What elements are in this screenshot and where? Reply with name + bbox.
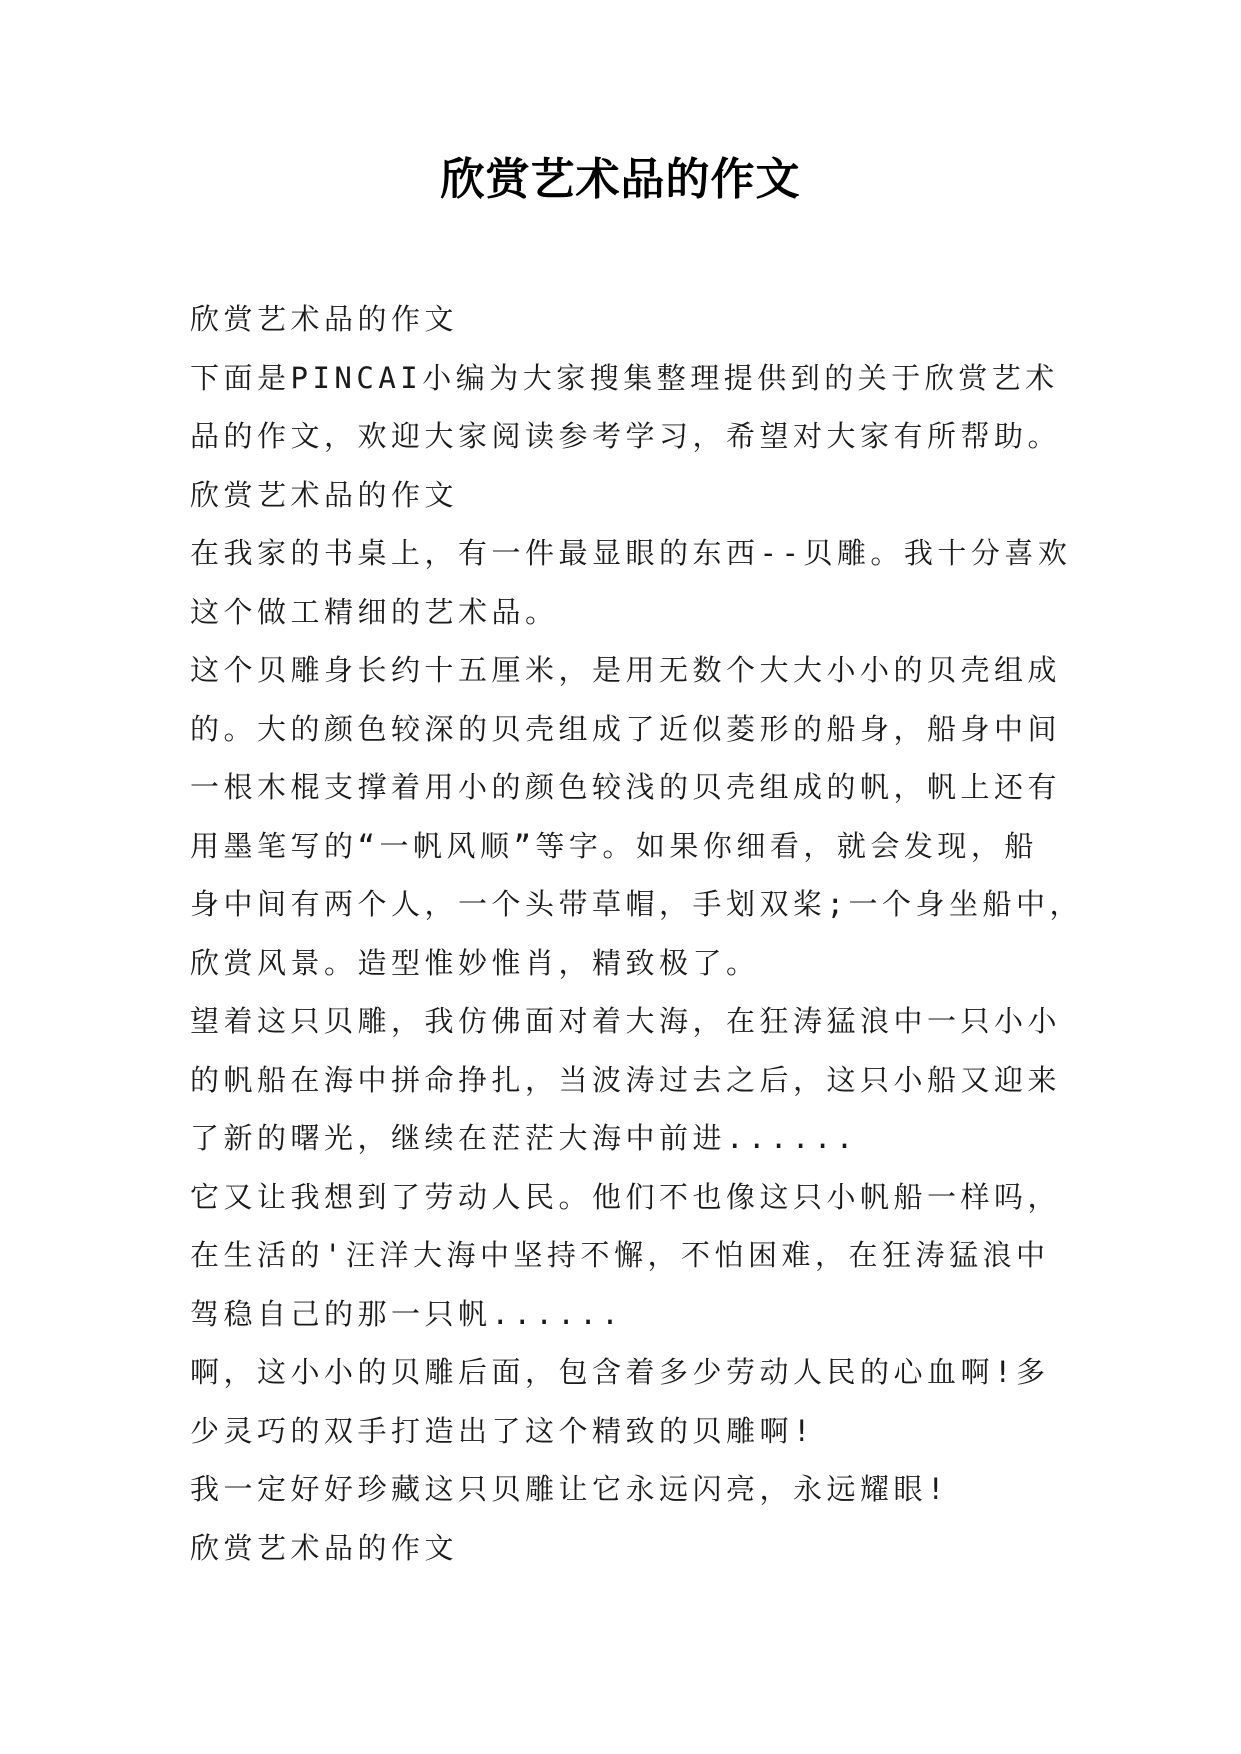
text-line: 望着这只贝雕，我仿佛面对着大海，在狂涛猛浪中一只小小 xyxy=(190,1004,1062,1038)
text-line: 用墨笔写的“一帆风顺”等字。如果你细看，就会发现，船 xyxy=(190,828,1038,863)
text-line: 欣赏艺术品的作文 xyxy=(190,1530,459,1565)
text-line: 我一定好好珍藏这只贝雕让它永远闪亮，永远耀眼! xyxy=(190,1472,949,1506)
text-line: 这个做工精细的艺术品。 xyxy=(190,594,559,629)
text-line: 品的作文，欢迎大家阅读参考学习，希望对大家有所帮助。 xyxy=(190,419,1062,453)
text-line: 这个贝雕身长约十五厘米，是用无数个大大小小的贝壳组成 xyxy=(190,653,1062,687)
text-line: 身中间有两个人，一个头带草帽，手划双桨;一个身坐船中， xyxy=(190,887,1083,921)
document-body xyxy=(190,290,1083,1577)
text-line: 驾稳自己的那一只帆...... xyxy=(190,1296,624,1331)
text-line: 欣赏艺术品的作文 xyxy=(190,302,459,336)
text-line: 啊，这小小的贝雕后面，包含着多少劳动人民的心血啊!多 xyxy=(190,1355,1050,1389)
text-line: 了新的曙光，继续在茫茫大海中前进...... xyxy=(190,1121,858,1155)
text-line: 在生活的'汪洋大海中坚持不懈，不怕困难，在狂涛猛浪中 xyxy=(190,1238,1050,1272)
text-line: 在我家的书桌上，有一件最显眼的东西--贝雕。我十分喜欢 xyxy=(190,536,1072,570)
text-line: 少灵巧的双手打造出了这个精致的贝雕啊! xyxy=(190,1413,815,1448)
text-line: 欣赏风景。造型惟妙惟肖，精致极了。 xyxy=(190,945,760,980)
document-title: 欣赏艺术品的作文 xyxy=(440,154,801,205)
text-line: 一根木棍支撑着用小的颜色较浅的贝壳组成的帆，帆上还有 xyxy=(190,770,1062,804)
text-line: 的。大的颜色较深的贝壳组成了近似菱形的船身，船身中间 xyxy=(190,711,1062,746)
text-line: 欣赏艺术品的作文 xyxy=(190,477,459,512)
text-line: 的帆船在海中拼命挣扎，当波涛过去之后，这只小船又迎来 xyxy=(190,1062,1062,1097)
text-line: 它又让我想到了劳动人民。他们不也像这只小帆船一样吗， xyxy=(190,1179,1062,1214)
text-line: 下面是PINCAI小编为大家搜集整理提供到的关于欣赏艺术 xyxy=(190,360,1059,395)
